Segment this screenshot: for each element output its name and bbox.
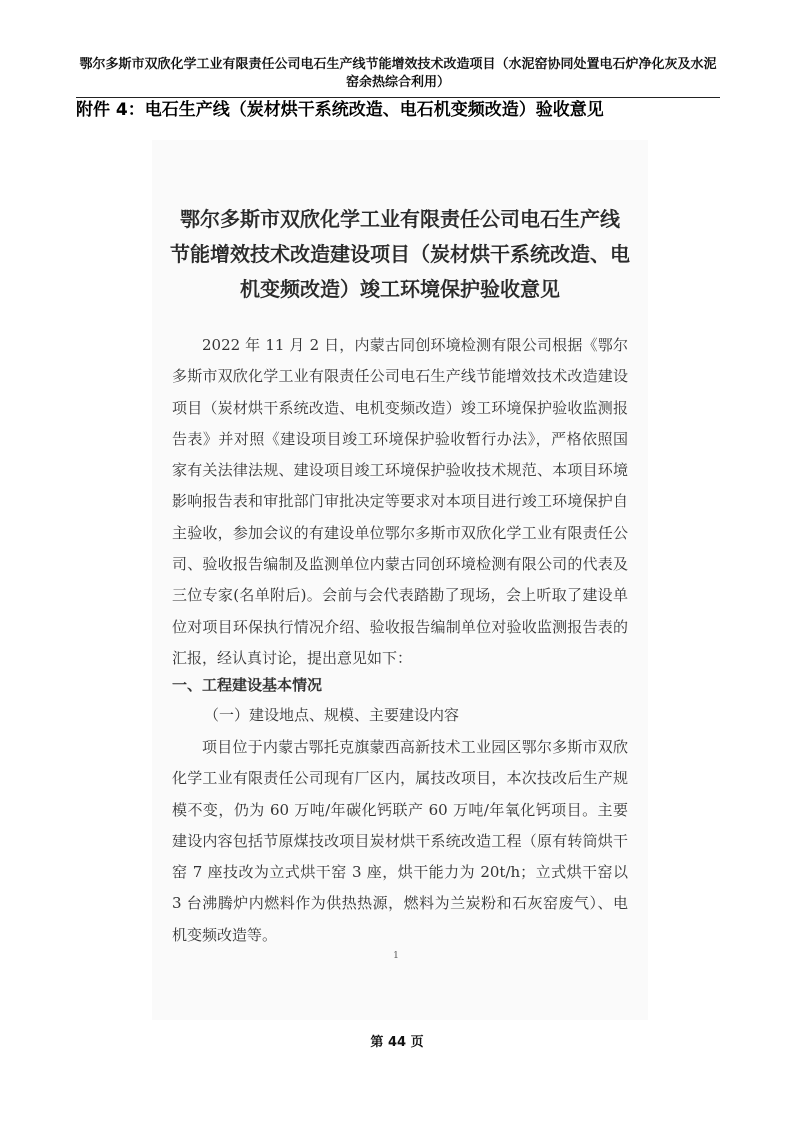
subsection-heading: （一）建设地点、规模、主要建设内容 [204,706,460,724]
title-line-3: 机变频改造）竣工环境保护验收意见 [240,277,560,301]
running-header: 鄂尔多斯市双欣化学工业有限责任公司电石生产线节能增效技术改造项目（水泥窑协同处置电石炉净化灰及水泥窑余热综合利用） [79,57,717,90]
section-heading: 一、工程建设基本情况 [172,676,323,694]
attachment-title: 附件 4：电石生产线（炭材烘干系统改造、电石机变频改造）验收意见 [76,100,604,120]
inner-page-number: 1 [393,951,399,961]
header-rule [76,97,720,98]
title-line-1: 鄂尔多斯市双欣化学工业有限责任公司电石生产线 [180,207,620,231]
scanned-document-title [152,202,648,307]
title-line-2: 节能增效技术改造建设项目（炭材烘干系统改造、电 [170,242,630,266]
intro-paragraph: 2022 年 11 月 2 日，内蒙古同创环境检测有限公司根据《鄂尔多斯市双欣化学工业有限责任公司电石生产线节能增效技术改造建设项目（炭材烘干系统改造、电机变频改造）竣工环境保护验收监测报告表》并对照《建设项目竣工环境保护验收暂行办法》，严格依照国家有关法律法规、建设项目竣工环境保护验收技术规范、本项目环境影响报告表和审批部门审批决定等要求对本项目进行竣工环境保护自主验收，参加会议的有建设单位鄂尔多斯市双欣化学工业有限责任公司、验收报告编制及监测单位内蒙古同创环境检测有限公司的代表及三位专家(名单附后)。会前与会代表踏勘了现场，会上听取了建设单位对项目环保执行情况介绍、验收报告编制单位对验收监测报告表的汇报，经认真讨论，提出意见如下： [172,336,628,667]
page-footer: 第 44 页 [370,1035,424,1050]
location-paragraph: 项目位于内蒙古鄂托克旗蒙西高新技术工业园区鄂尔多斯市双欣化学工业有限责任公司现有厂区内，属技改项目，本次技改后生产规模不变，仍为 60 万吨/年碳化钙联产 60 万吨/年氧化钙项目。主要建设内容包括节原煤技改项目炭材烘干系统改造工程（原有转筒烘干窑 7 座技改为立式烘干窑 3 座，烘干能力为 20t/h；立式烘干窑以 3 台沸腾炉内燃料作为供热热源，燃料为兰炭粉和石灰窑废气）、电机变频改造等。 [172,738,628,944]
